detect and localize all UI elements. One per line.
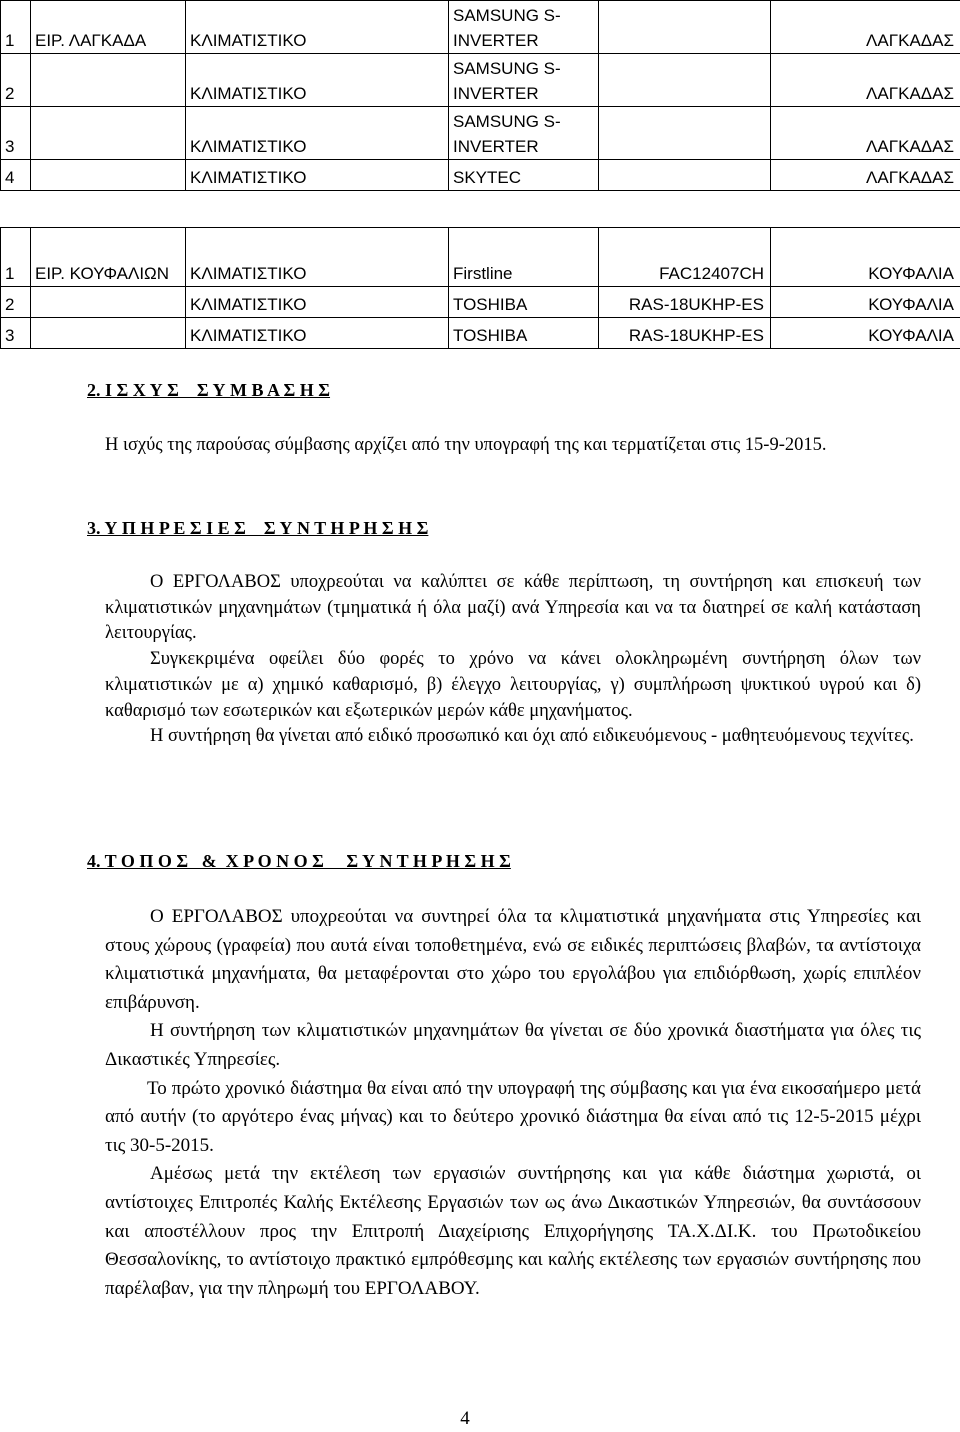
model-cell	[599, 54, 771, 107]
section-2-text: Η ισχύς της παρούσας σύμβασης αρχίζει από την υπογραφή της και τερματίζεται στις 15-9-2015.	[105, 435, 827, 455]
model-cell: FAC12407CH	[599, 228, 771, 287]
section-3-paragraph-3: Η συντήρηση θα γίνεται από ειδικό προσωπικό και όχι από ειδικευόμενους - μαθητευόμενους τεχνίτες.	[150, 726, 914, 747]
type-cell: ΚΛΙΜΑΤΙΣΤΙΚΟ	[186, 107, 449, 160]
brand-cell: SKYTEC	[449, 160, 599, 191]
location-cell: ΚΟΥΦΑΛΙΑ	[771, 228, 960, 287]
type-cell: ΚΛΙΜΑΤΙΣΤΙΚΟ	[186, 1, 449, 54]
section-2-heading: 2. Ι Σ Χ Υ Σ Σ Υ Μ Β Α Σ Η Σ	[87, 380, 331, 400]
store-cell	[31, 107, 186, 160]
row-number: 3	[1, 318, 31, 349]
model-cell	[599, 160, 771, 191]
section-3-paragraph-1: Ο ΕΡΓΟΛΑΒΟΣ υποχρεούται να καλύπτει σε κάθε περίπτωση, τη συντήρηση και επισκευή των κλιματιστικών μηχανημάτων (τμηματικά ή όλα μαζί) ανά Υπηρεσία και να τα διατηρεί σε καλή κατάσταση λειτουργίας.	[105, 572, 921, 644]
model-cell: RAS-18UKHP-ES	[599, 287, 771, 318]
store-cell	[31, 54, 186, 107]
table-row	[1, 318, 960, 349]
table-row	[1, 228, 960, 287]
section-4-paragraph-4: Αμέσως μετά την εκτέλεση των εργασιών συντήρησης και για κάθε διάστημα χωριστά, οι αντίστοιχες Επιτροπές Καλής Εκτέλεσης Εργασιών των ως άνω Δικαστικών Υπηρεσιών, θα συντάσσουν και αποστέλλουν προς την Επιτροπή Διαχείρισης Επιχορήγησης ΤΑ.Χ.ΔΙ.Κ. του Πρωτοδικείου Θεσσαλονίκης, το αντίστοιχο πρακτικό εμπρόθεσμης και καλής εκτέλεσης των εργασιών συντήρησης που παρέλαβαν, για την πληρωμή του ΕΡΓΟΛΑΒΟΥ.	[105, 1163, 921, 1299]
section-4-paragraph-2: Η συντήρηση των κλιματιστικών μηχανημάτων θα γίνεται σε δύο χρονικά διαστήματα για όλες τις Δικαστικές Υπηρεσίες.	[105, 1020, 921, 1070]
brand-cell: SAMSUNG S-INVERTER	[449, 1, 599, 54]
location-cell: ΛΑΓΚΑΔΑΣ	[771, 160, 960, 191]
location-cell: ΛΑΓΚΑΔΑΣ	[771, 1, 960, 54]
row-number: 2	[1, 287, 31, 318]
brand-cell: TOSHIBA	[449, 318, 599, 349]
section-4-paragraph-3: Το πρώτο χρονικό διάστημα θα είναι από την υπογραφή της σύμβασης και για ένα εικοσαήμερο μετά από αυτήν (το αργότερο ένας μήνας) και το δεύτερο χρονικό διάστημα θα είναι από τις 12-5-2015 μέχρι τις 30-5-2015.	[105, 1077, 921, 1156]
row-number: 3	[1, 107, 31, 160]
location-cell: ΛΑΓΚΑΔΑΣ	[771, 54, 960, 107]
section-4-body	[105, 903, 921, 1303]
table-row	[1, 160, 960, 191]
model-cell	[599, 107, 771, 160]
table-row	[1, 54, 960, 107]
row-number: 2	[1, 54, 31, 107]
brand-cell: SAMSUNG S-INVERTER	[449, 54, 599, 107]
section-4-heading: 4. Τ Ο Π Ο Σ & Χ Ρ Ο Ν Ο Σ Σ Υ Ν Τ Η Ρ Η Σ Η Σ	[87, 851, 511, 871]
equipment-table-koufalia	[0, 227, 960, 349]
type-cell: ΚΛΙΜΑΤΙΣΤΙΚΟ	[186, 160, 449, 191]
row-number: 1	[1, 228, 31, 287]
type-cell: ΚΛΙΜΑΤΙΣΤΙΚΟ	[186, 287, 449, 318]
brand-cell: TOSHIBA	[449, 287, 599, 318]
section-4-paragraph-1: Ο ΕΡΓΟΛΑΒΟΣ υποχρεούται να συντηρεί όλα τα κλιματιστικά μηχανήματα στις Υπηρεσίες και στους χώρους (γραφεία) που αυτά είναι τοποθετημένα, ενώ σε ειδικές περιπτώσεις βλαβών, τα αντίστοιχα κλιματιστικά μηχανήματα, θα μεταφέρονται στο χώρο του εργολάβου για επιδιόρθωση, χωρίς επιπλέον επιβάρυνση.	[105, 906, 921, 1013]
location-cell: ΚΟΥΦΑΛΙΑ	[771, 318, 960, 349]
row-number: 1	[1, 1, 31, 54]
store-cell	[31, 318, 186, 349]
model-cell: RAS-18UKHP-ES	[599, 318, 771, 349]
section-2-body	[105, 433, 921, 459]
type-cell: ΚΛΙΜΑΤΙΣΤΙΚΟ	[186, 318, 449, 349]
brand-cell: SAMSUNG S-INVERTER	[449, 107, 599, 160]
equipment-table-lagkadas	[0, 0, 960, 191]
location-cell: ΛΑΓΚΑΔΑΣ	[771, 107, 960, 160]
store-cell	[31, 160, 186, 191]
table-row	[1, 287, 960, 318]
type-cell: ΚΛΙΜΑΤΙΣΤΙΚΟ	[186, 228, 449, 287]
location-cell: ΚΟΥΦΑΛΙΑ	[771, 287, 960, 318]
section-3-body	[105, 570, 921, 750]
store-cell: ΕΙΡ. ΛΑΓΚΑΔΑ	[31, 1, 186, 54]
type-cell: ΚΛΙΜΑΤΙΣΤΙΚΟ	[186, 54, 449, 107]
table-row	[1, 1, 960, 54]
store-cell: ΕΙΡ. ΚΟΥΦΑΛΙΩΝ	[31, 228, 186, 287]
page-number: 4	[460, 1408, 470, 1429]
table-row	[1, 107, 960, 160]
section-3-paragraph-2: Συγκεκριμένα οφείλει δύο φορές το χρόνο να κάνει ολοκληρωμένη συντήρηση όλων των κλιματιστικών με α) χημικό καθαρισμό, β) έλεγχο λειτουργίας, γ) συμπλήρωση ψυκτικού υγρού και δ) καθαρισμό των εσωτερικών και εξωτερικών μερών κάθε μηχανήματος.	[105, 649, 921, 721]
model-cell	[599, 1, 771, 54]
section-3-heading: 3. Υ Π Η Ρ Ε Σ Ι Ε Σ Σ Υ Ν Τ Η Ρ Η Σ Η Σ	[87, 518, 429, 538]
row-number: 4	[1, 160, 31, 191]
brand-cell: Firstline	[449, 228, 599, 287]
store-cell	[31, 287, 186, 318]
